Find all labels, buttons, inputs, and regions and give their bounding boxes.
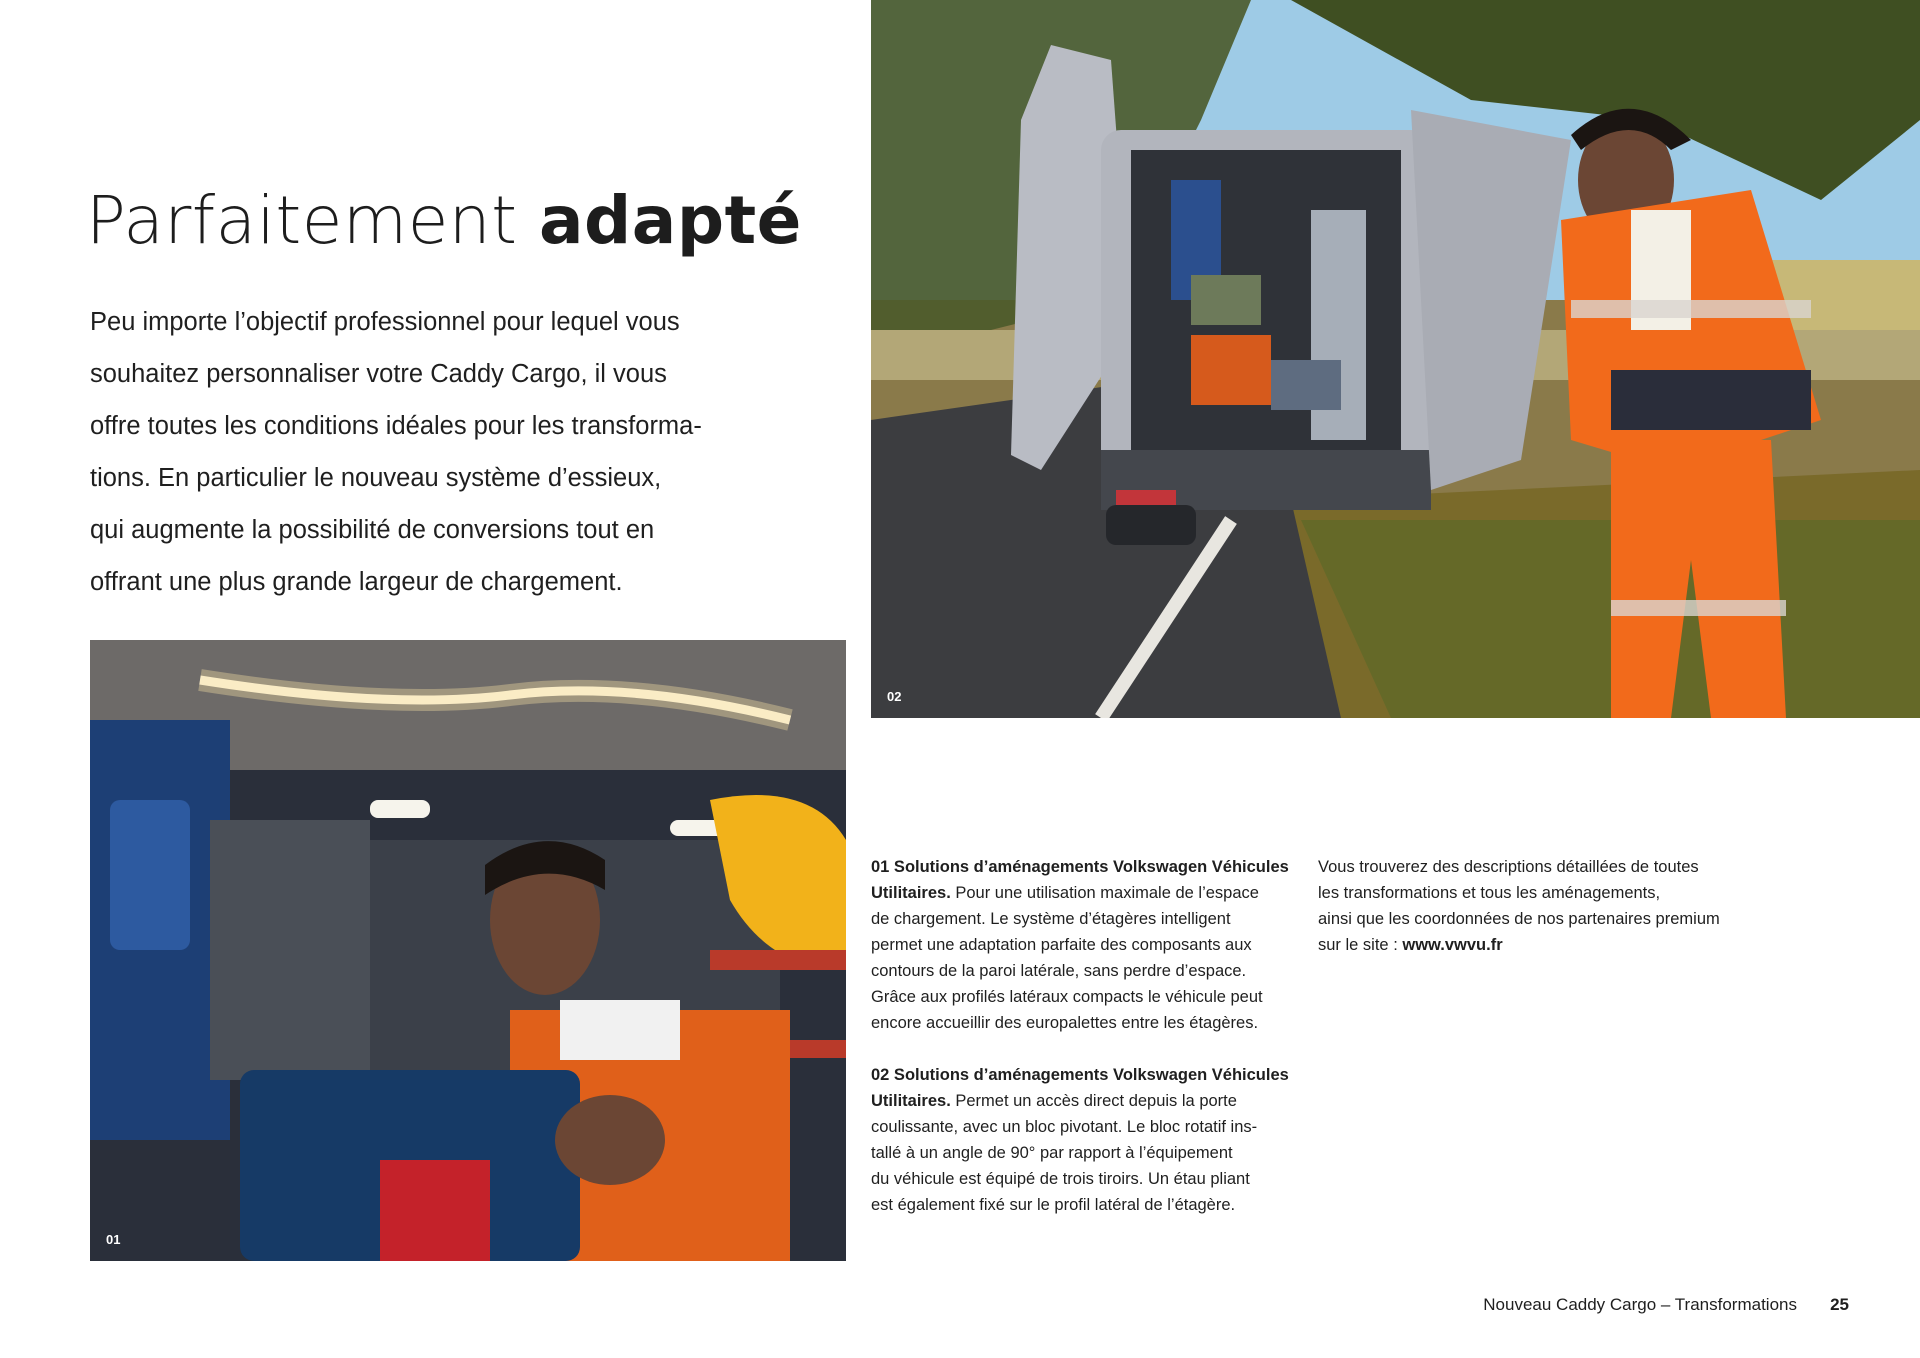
more-info-text (1318, 854, 1758, 958)
photo-van-interior (90, 640, 846, 1261)
info-line: Vous trouverez des descriptions détaillées de toutes (1318, 858, 1699, 876)
footer-title: Nouveau Caddy Cargo – Transformations (1483, 1295, 1797, 1314)
caption-line: contours de la paroi latérale, sans perdre d’espace. (871, 962, 1247, 980)
title-bold: adapté (539, 182, 802, 259)
photo-number-01: 01 (106, 1232, 121, 1247)
intro-line: tions. En particulier le nouveau système d’essieux, (90, 464, 662, 492)
caption-line: de chargement. Le système d’étagères intelligent (871, 910, 1231, 928)
caption-bold: Utilitaires. (871, 884, 951, 902)
caption-line (871, 1062, 1311, 1088)
info-link-prefix: sur le site : (1318, 936, 1403, 954)
van-interior-illustration (90, 640, 846, 1261)
caption-line: est également fixé sur le profil latéral de l’étagère. (871, 1196, 1236, 1214)
caption-bold: Utilitaires. (871, 1092, 951, 1110)
website-link[interactable]: www.vwvu.fr (1402, 936, 1503, 954)
caption-line (871, 854, 1311, 880)
intro-line: offrant une plus grande largeur de chargement. (90, 568, 623, 596)
caption-bold: 02 Solutions d’aménagements Volkswagen Véhicules (871, 1066, 1289, 1084)
photo-captions (871, 854, 1311, 1218)
page-title (86, 182, 802, 259)
info-line: les transformations et tous les aménagements, (1318, 884, 1661, 902)
photo-van-roadside (871, 0, 1920, 718)
intro-line: offre toutes les conditions idéales pour les transforma- (90, 412, 702, 440)
caption-line: permet une adaptation parfaite des composants aux (871, 936, 1252, 954)
info-line (1318, 932, 1758, 958)
photo-number-02: 02 (887, 689, 902, 704)
caption-line: encore accueillir des europalettes entre les étagères. (871, 1014, 1259, 1032)
page-number: 25 (1830, 1295, 1849, 1314)
caption-text: Permet un accès direct depuis la porte (950, 1092, 1237, 1110)
intro-line: Peu importe l’objectif professionnel pour lequel vous (90, 308, 680, 336)
caption-line: Grâce aux profilés latéraux compacts le véhicule peut (871, 988, 1263, 1006)
caption-text: Pour une utilisation maximale de l’espace (950, 884, 1259, 902)
van-roadside-illustration (871, 0, 1920, 718)
caption-02 (871, 1062, 1311, 1218)
info-line: ainsi que les coordonnées de nos partenaires premium (1318, 910, 1720, 928)
caption-line: coulissante, avec un bloc pivotant. Le bloc rotatif ins- (871, 1118, 1258, 1136)
more-info-paragraph (1318, 854, 1758, 958)
caption-line (871, 1088, 1311, 1114)
caption-01 (871, 854, 1311, 1036)
caption-bold: 01 Solutions d’aménagements Volkswagen Véhicules (871, 858, 1289, 876)
title-light: Parfaitement (86, 182, 518, 259)
intro-line: souhaitez personnaliser votre Caddy Cargo, il vous (90, 360, 667, 388)
page-footer (0, 1295, 1920, 1319)
intro-line: qui augmente la possibilité de conversions tout en (90, 516, 655, 544)
caption-line (871, 880, 1311, 906)
caption-line: du véhicule est équipé de trois tiroirs. Un étau pliant (871, 1170, 1250, 1188)
caption-line: tallé à un angle de 90° par rapport à l’équipement (871, 1144, 1233, 1162)
intro-paragraph (90, 296, 760, 608)
